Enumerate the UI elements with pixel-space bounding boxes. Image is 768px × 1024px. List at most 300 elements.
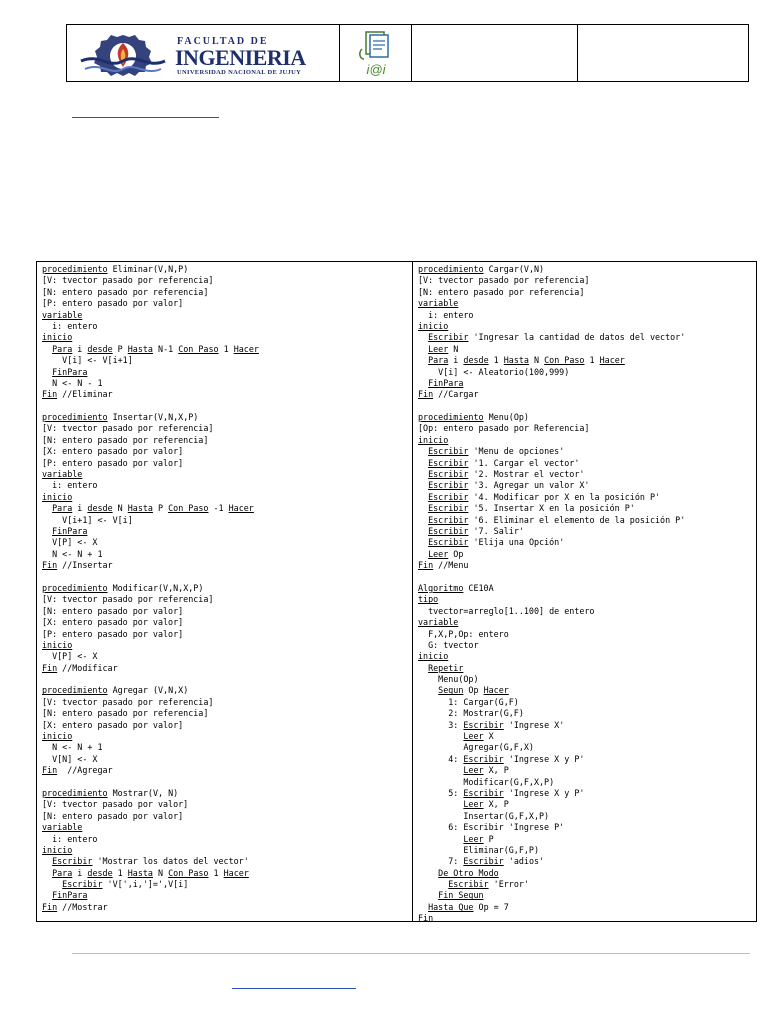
code-line — [42, 355, 412, 366]
code-text: [V: tvector pasado por referencia] — [42, 275, 214, 286]
code-text: Insertar(G,F,X,P) — [418, 810, 550, 821]
code-keyword: inicio — [418, 320, 449, 331]
code-text: '2. Mostrar el vector' — [468, 469, 585, 480]
code-text: V[P] <- X — [42, 651, 98, 662]
code-keyword: Escribir — [463, 719, 504, 730]
code-text — [418, 526, 428, 536]
code-line — [42, 378, 412, 389]
code-keyword: FinPara — [52, 366, 88, 377]
code-text — [42, 503, 52, 513]
code-line — [42, 560, 412, 571]
code-text: 'Error' — [488, 879, 529, 890]
code-text — [418, 515, 428, 525]
code-text: N — [112, 503, 128, 514]
code-text: [V: tvector pasado por referencia] — [418, 275, 590, 286]
code-line — [42, 503, 412, 514]
code-line — [418, 526, 756, 537]
code-text — [418, 492, 428, 502]
code-text: P — [152, 503, 169, 514]
code-keyword: variable — [418, 617, 459, 628]
header-cell-3 — [412, 25, 578, 81]
code-text: //Mostrar — [57, 901, 108, 912]
code-keyword: Fin — [418, 389, 434, 400]
code-text: '7. Salir' — [468, 525, 524, 536]
code-keyword: Para — [52, 343, 73, 354]
code-line — [418, 890, 756, 901]
code-text: Op — [448, 548, 464, 559]
code-text — [418, 868, 438, 878]
code-text: 5: — [418, 787, 464, 798]
code-text: i: entero — [42, 833, 98, 844]
code-line — [418, 640, 756, 651]
code-line — [418, 822, 756, 833]
code-line — [42, 868, 412, 879]
code-line — [418, 811, 756, 822]
code-text: N — [152, 867, 169, 878]
code-keyword: Escribir — [463, 753, 504, 764]
header-table — [66, 24, 749, 82]
code-line — [418, 435, 756, 446]
code-line — [418, 458, 756, 469]
code-keyword: FinPara — [52, 525, 88, 536]
code-text: Agregar (V,N,X) — [107, 685, 189, 696]
code-line — [42, 572, 412, 583]
top-link-underline — [72, 117, 219, 118]
code-line — [418, 708, 756, 719]
code-line — [418, 469, 756, 480]
code-keyword: Fin — [42, 389, 58, 400]
code-text — [418, 469, 428, 479]
code-line — [42, 731, 412, 742]
code-keyword: De Otro Modo — [438, 867, 499, 878]
code-keyword: Fin — [418, 560, 434, 571]
code-text: Menu(Op) — [418, 674, 479, 685]
code-keyword: Escribir — [428, 332, 469, 343]
code-text: [N: entero pasado por valor] — [42, 605, 184, 616]
code-text: [P: entero pasado por valor] — [42, 457, 184, 468]
code-text: [N: entero pasado por referencia] — [42, 286, 209, 297]
document-badge-icon — [354, 29, 398, 79]
code-keyword: Fin — [418, 913, 434, 921]
code-line — [42, 754, 412, 765]
code-text: 'Menu de opciones' — [468, 446, 565, 457]
code-text: N <- N + 1 — [42, 742, 103, 753]
code-keyword: Leer — [463, 731, 484, 742]
code-text: CE10A — [463, 582, 494, 593]
code-text: [N: entero pasado por referencia] — [418, 286, 585, 297]
code-text: P — [483, 833, 494, 844]
code-line — [418, 412, 756, 423]
code-text: i — [72, 343, 88, 354]
code-text: [V: tvector pasado por referencia] — [42, 423, 214, 434]
code-keyword: Fin — [42, 662, 58, 673]
code-text: 7: — [418, 856, 464, 867]
code-keyword: Con Paso — [168, 503, 209, 514]
code-line — [418, 310, 756, 321]
code-line — [418, 572, 756, 583]
code-text: [V: tvector pasado por referencia] — [42, 594, 214, 605]
code-line — [42, 310, 412, 321]
code-text — [418, 480, 428, 490]
code-keyword: Hasta — [503, 355, 529, 366]
code-line — [42, 480, 412, 491]
code-text — [418, 503, 428, 513]
code-text: 'Elija una Opción' — [468, 537, 565, 548]
code-text: N — [528, 355, 545, 366]
code-keyword: inicio — [42, 844, 73, 855]
code-keyword: Escribir — [428, 446, 469, 457]
code-line — [42, 469, 412, 480]
header-badge-cell — [340, 25, 412, 81]
code-text: 2: Mostrar(G,F) — [418, 708, 524, 719]
code-text: F,X,P,Op: entero — [418, 628, 509, 639]
code-line — [42, 811, 412, 822]
code-line — [418, 594, 756, 605]
code-text: 1 — [218, 343, 234, 354]
code-line — [418, 606, 756, 617]
code-keyword: Hacer — [483, 685, 509, 696]
code-text: //Eliminar — [57, 389, 113, 400]
code-keyword: tipo — [418, 594, 439, 605]
code-text: Agregar(G,F,X) — [418, 742, 534, 753]
code-text — [418, 344, 428, 354]
code-keyword: Escribir — [428, 491, 469, 502]
code-text: '4. Modificar por X en la posición P' — [468, 491, 661, 502]
code-keyword: variable — [42, 822, 83, 833]
code-line — [42, 515, 412, 526]
code-keyword: Hasta Que — [428, 901, 474, 912]
code-line — [418, 731, 756, 742]
code-line — [42, 321, 412, 332]
code-line — [418, 480, 756, 491]
code-text: Cargar(V,N) — [483, 264, 545, 274]
code-keyword: Fin — [42, 901, 58, 912]
code-keyword: Leer — [428, 548, 449, 559]
code-text: [X: entero pasado por valor] — [42, 617, 184, 628]
code-line — [418, 492, 756, 503]
code-keyword: Hasta — [127, 343, 153, 354]
code-text: [N: entero pasado por valor] — [42, 810, 184, 821]
code-keyword: inicio — [418, 434, 449, 445]
code-line — [42, 549, 412, 560]
code-text — [418, 834, 463, 844]
code-keyword: desde — [87, 867, 113, 878]
code-line — [418, 651, 756, 662]
code-line — [42, 902, 412, 913]
code-line — [418, 332, 756, 343]
code-line — [418, 423, 756, 434]
code-text: //Agregar — [57, 765, 113, 776]
code-keyword: inicio — [42, 731, 73, 742]
code-column-right — [413, 262, 756, 921]
code-text: //Menu — [433, 560, 469, 571]
code-text: 'adios' — [503, 856, 545, 867]
code-line — [418, 515, 756, 526]
code-line — [42, 834, 412, 845]
code-line — [42, 344, 412, 355]
code-text: 3: — [418, 719, 464, 730]
code-text: [X: entero pasado por valor] — [42, 719, 184, 730]
code-keyword: procedimiento — [418, 264, 484, 274]
code-text: i: entero — [418, 309, 474, 320]
code-keyword: Escribir — [52, 856, 93, 867]
code-line — [42, 799, 412, 810]
code-line — [42, 640, 412, 651]
code-line — [42, 742, 412, 753]
logo-line-3: UNIVERSIDAD NACIONAL DE JUJUY — [177, 69, 302, 76]
code-line — [418, 788, 756, 799]
code-keyword: Leer — [428, 343, 449, 354]
code-line — [418, 754, 756, 765]
code-text: Modificar(V,N,X,P) — [107, 582, 204, 593]
code-line — [418, 856, 756, 867]
code-keyword: inicio — [42, 491, 73, 502]
code-line — [418, 401, 756, 412]
code-line — [418, 663, 756, 674]
code-text: [N: entero pasado por referencia] — [42, 708, 209, 719]
code-line — [42, 275, 412, 286]
code-line — [418, 685, 756, 696]
code-keyword: Escribir — [428, 514, 469, 525]
code-line — [42, 697, 412, 708]
code-line — [418, 834, 756, 845]
code-text — [418, 799, 463, 809]
code-line — [418, 378, 756, 389]
code-keyword: procedimiento — [42, 582, 108, 593]
code-line — [418, 879, 756, 890]
code-line — [42, 298, 412, 309]
code-line — [42, 423, 412, 434]
code-line — [418, 446, 756, 457]
code-keyword: Escribir — [428, 503, 469, 514]
code-text: [V: tvector pasado por referencia] — [42, 696, 214, 707]
logo-line-1: FACULTAD DE — [177, 36, 269, 47]
code-text — [418, 685, 438, 695]
code-text: -1 — [208, 503, 229, 514]
code-line — [418, 777, 756, 788]
code-keyword: procedimiento — [418, 412, 484, 423]
code-text: Menu(Op) — [483, 412, 529, 423]
code-column-left — [37, 262, 413, 921]
code-line — [42, 583, 412, 594]
code-line — [42, 526, 412, 537]
footer-link-underline — [232, 988, 356, 989]
code-line — [418, 720, 756, 731]
code-text: 1: Cargar(G,F) — [418, 696, 519, 707]
code-text: G: tvector — [418, 639, 479, 650]
code-text: Eliminar(V,N,P) — [107, 264, 189, 274]
code-line — [42, 412, 412, 423]
code-text: Op — [463, 685, 484, 696]
code-line — [418, 560, 756, 571]
code-keyword: desde — [463, 355, 489, 366]
code-keyword: Escribir — [428, 469, 469, 480]
code-keyword: Hasta — [127, 867, 153, 878]
badge-text: i@i — [366, 62, 386, 77]
code-text: 'V[',i,']=',V[i] — [102, 879, 189, 890]
code-text: Eliminar(G,F,P) — [418, 844, 540, 855]
code-line — [42, 332, 412, 343]
code-text: 1 — [112, 867, 128, 878]
code-line — [42, 663, 412, 674]
code-line — [42, 401, 412, 412]
code-line — [42, 537, 412, 548]
code-line — [418, 765, 756, 776]
code-keyword: desde — [87, 343, 113, 354]
code-text: Mostrar(V, N) — [107, 787, 179, 798]
code-keyword: Escribir — [463, 787, 504, 798]
code-text — [418, 446, 428, 456]
code-line — [418, 321, 756, 332]
code-text: V[i] <- Aleatorio(100,999) — [418, 366, 570, 377]
code-text — [418, 549, 428, 559]
code-text — [418, 890, 438, 900]
code-keyword: Escribir — [428, 480, 469, 491]
code-line — [418, 868, 756, 879]
code-text: [X: entero pasado por valor] — [42, 446, 184, 457]
code-keyword: Escribir — [428, 525, 469, 536]
code-text — [418, 663, 428, 673]
code-text: 'Ingrese X' — [503, 719, 565, 730]
code-text: N <- N + 1 — [42, 548, 103, 559]
code-text: Insertar(V,N,X,P) — [107, 412, 199, 423]
code-text — [42, 879, 62, 889]
code-line — [42, 435, 412, 446]
code-line — [418, 913, 756, 921]
code-line — [418, 902, 756, 913]
code-keyword: Hacer — [233, 343, 259, 354]
code-line — [418, 697, 756, 708]
code-keyword: Leer — [463, 765, 484, 776]
code-keyword: procedimiento — [42, 787, 108, 798]
code-line — [42, 492, 412, 503]
faculty-emblem-icon — [79, 31, 167, 77]
code-line — [418, 537, 756, 548]
code-keyword: Hacer — [599, 355, 625, 366]
code-text: N-1 — [152, 343, 179, 354]
code-line — [418, 583, 756, 594]
code-line — [42, 856, 412, 867]
code-keyword: FinPara — [428, 377, 464, 388]
faculty-logo — [75, 29, 335, 79]
code-text: [P: entero pasado por valor] — [42, 628, 184, 639]
code-keyword: variable — [418, 298, 459, 309]
code-text — [42, 890, 52, 900]
code-line — [42, 367, 412, 378]
code-line — [418, 742, 756, 753]
code-text: N <- N - 1 — [42, 377, 103, 388]
code-keyword: Para — [52, 503, 73, 514]
code-text: V[i] <- V[i+1] — [42, 355, 133, 366]
code-keyword: procedimiento — [42, 685, 108, 696]
code-text — [418, 355, 428, 365]
code-text: 6: Escribir 'Ingrese P' — [418, 822, 565, 833]
code-line — [42, 264, 412, 275]
code-text: i — [448, 355, 464, 366]
code-line — [42, 606, 412, 617]
code-text: //Insertar — [57, 560, 113, 571]
code-text: V[P] <- X — [42, 537, 98, 548]
code-line — [42, 822, 412, 833]
code-line — [418, 275, 756, 286]
code-keyword: Con Paso — [544, 355, 585, 366]
code-text: i — [72, 867, 88, 878]
logo-line-2: INGENIERIA — [175, 45, 306, 70]
code-text: i — [72, 503, 88, 514]
code-text — [418, 332, 428, 342]
header-cell-4 — [578, 25, 748, 81]
code-line — [42, 617, 412, 628]
code-keyword: Hacer — [228, 503, 254, 514]
code-text: Modificar(G,F,X,P) — [418, 776, 555, 787]
code-keyword: Fin Segun — [438, 890, 484, 901]
code-line — [42, 720, 412, 731]
code-keyword: inicio — [42, 639, 73, 650]
code-keyword: Repetir — [428, 662, 464, 673]
code-line — [42, 845, 412, 856]
code-table — [36, 261, 757, 922]
code-line — [418, 298, 756, 309]
code-text: //Modificar — [57, 662, 118, 673]
code-keyword: procedimiento — [42, 412, 108, 423]
code-text: X, P — [483, 799, 509, 810]
code-keyword: Fin — [42, 560, 58, 571]
code-keyword: FinPara — [52, 890, 88, 901]
code-text: [P: entero pasado por valor] — [42, 298, 184, 309]
code-text: '5. Insertar X en la posición P' — [468, 503, 635, 514]
code-keyword: Con Paso — [178, 343, 219, 354]
code-text — [42, 367, 52, 377]
code-keyword: Para — [52, 867, 73, 878]
code-keyword: Con Paso — [168, 867, 209, 878]
code-text — [42, 344, 52, 354]
code-text: X, P — [483, 765, 509, 776]
code-keyword: Escribir — [62, 879, 103, 890]
code-text: '3. Agregar un valor X' — [468, 480, 590, 491]
code-text: 'Ingresar la cantidad de datos del vector' — [468, 332, 686, 343]
code-text — [42, 526, 52, 536]
code-text — [42, 856, 52, 866]
code-line — [42, 685, 412, 696]
code-text: 1 — [488, 355, 504, 366]
code-line — [418, 617, 756, 628]
code-line — [418, 503, 756, 514]
code-text — [418, 731, 463, 741]
code-text: i: entero — [42, 320, 98, 331]
code-keyword: Escribir — [428, 537, 469, 548]
code-line — [42, 788, 412, 799]
code-keyword: variable — [42, 469, 83, 480]
code-text: [Op: entero pasado por Referencia] — [418, 423, 590, 434]
code-keyword: variable — [42, 309, 83, 320]
code-keyword: Leer — [463, 833, 484, 844]
code-line — [418, 367, 756, 378]
code-line — [42, 765, 412, 776]
code-line — [418, 355, 756, 366]
code-text: [V: tvector pasado por valor] — [42, 799, 189, 810]
code-keyword: procedimiento — [42, 264, 108, 274]
code-line — [418, 549, 756, 560]
code-line — [418, 845, 756, 856]
code-keyword: inicio — [418, 651, 449, 662]
code-text: V[N] <- X — [42, 753, 98, 764]
code-text — [42, 868, 52, 878]
code-text: '1. Cargar el vector' — [468, 457, 580, 468]
code-line — [42, 458, 412, 469]
code-text: [N: entero pasado por referencia] — [42, 434, 209, 445]
code-keyword: inicio — [42, 332, 73, 343]
code-line — [42, 708, 412, 719]
